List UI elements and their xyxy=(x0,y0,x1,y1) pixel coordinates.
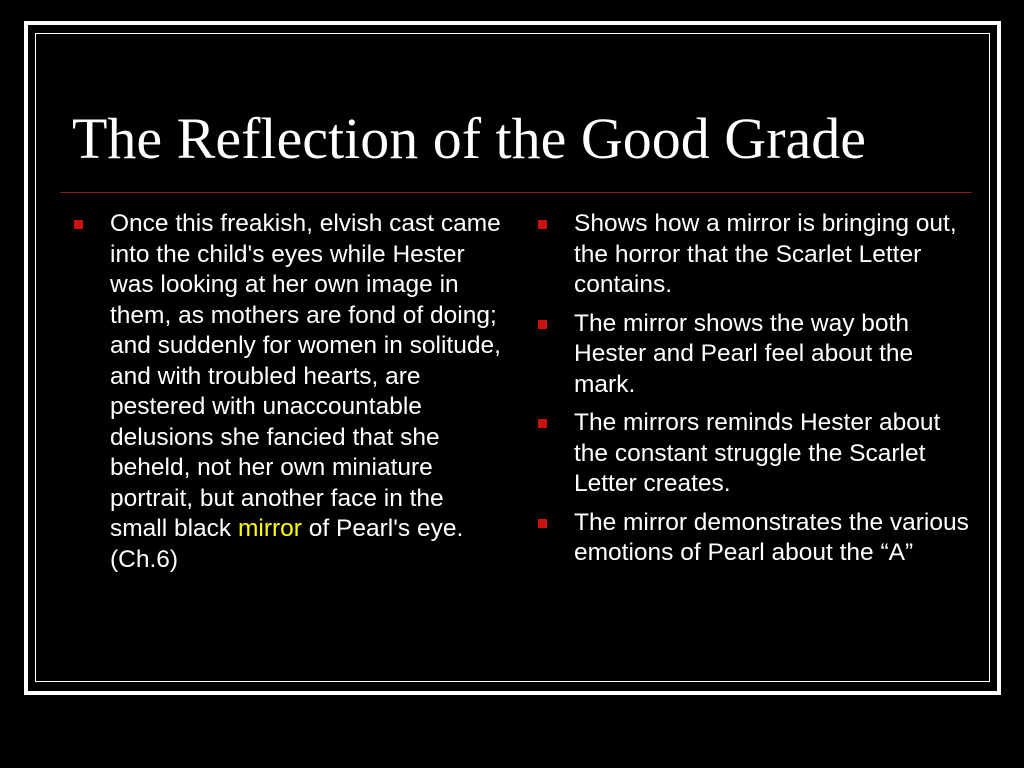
slide-title: The Reflection of the Good Grade xyxy=(72,106,866,171)
quote-bullet xyxy=(72,209,502,575)
bullet-square-icon xyxy=(74,220,83,229)
list-item xyxy=(536,309,976,401)
list-item xyxy=(536,508,976,569)
quote-text: Once this freakish, elvish cast came into the child's eyes while Hester was looking at her own image in them, as mothers are fond of doing; and suddenly for women in solitude, and with troubled hearts, are pestered with unaccountable delusions she fancied that she beheld, not her own miniature portrait, but another face in the small black xyxy=(110,210,501,542)
quote-text-end: of Pearl's eye. (Ch.6) xyxy=(110,515,464,573)
title-divider xyxy=(60,192,972,193)
highlighted-word: mirror xyxy=(238,515,302,542)
bullet-square-icon xyxy=(538,419,547,428)
bullet-text: The mirror demonstrates the various emotions of Pearl about the “A” xyxy=(574,508,969,566)
left-bullet-list xyxy=(72,209,502,583)
bullet-text: Shows how a mirror is bringing out, the horror that the Scarlet Letter contains. xyxy=(574,210,957,298)
bullet-text: The mirror shows the way both Hester and Pearl feel about the mark. xyxy=(574,309,914,398)
bullet-square-icon xyxy=(538,519,547,528)
bullet-square-icon xyxy=(538,320,547,329)
list-item xyxy=(536,209,976,301)
bullet-text: The mirrors reminds Hester about the constant struggle the Scarlet Letter creates. xyxy=(574,409,941,497)
list-item xyxy=(536,408,976,500)
right-bullet-list xyxy=(536,209,976,577)
bullet-square-icon xyxy=(538,220,547,229)
